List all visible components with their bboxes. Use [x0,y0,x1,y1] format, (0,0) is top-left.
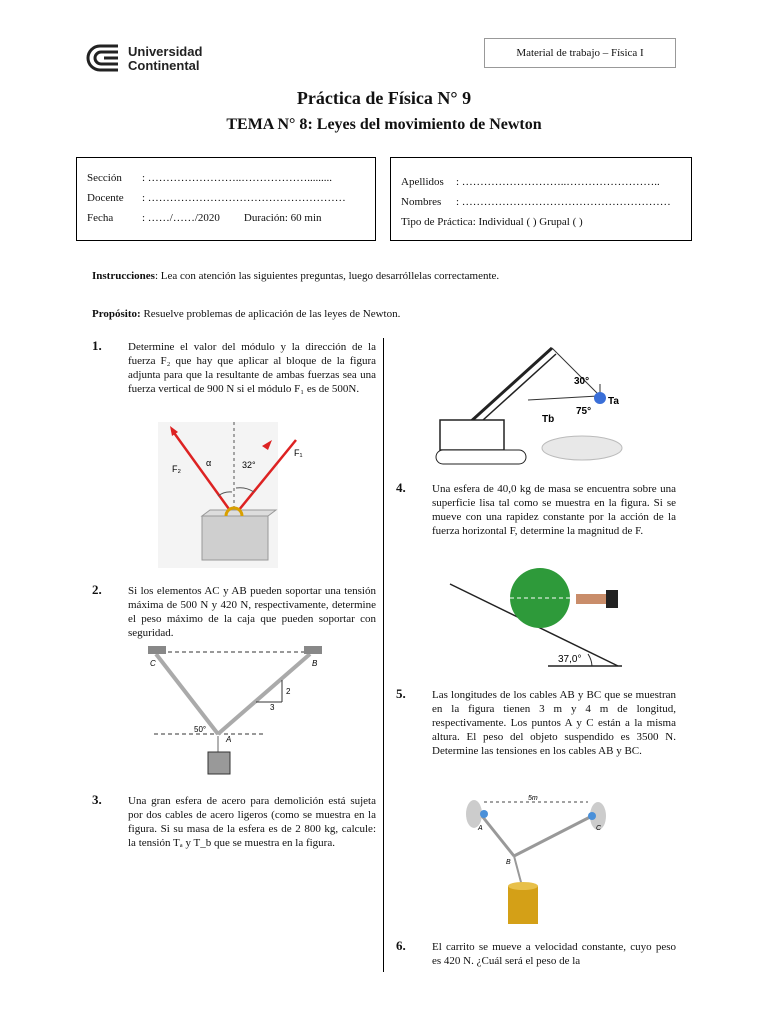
nombres-label: Nombres [401,196,442,208]
student-name-box [390,157,692,241]
fig1-angle: 32° [242,460,256,470]
apellidos-field[interactable]: : ………………………..…………………….. [456,176,660,188]
fecha-field[interactable]: : ……/……/2020 [142,212,220,224]
apellidos-label: Apellidos [401,176,444,188]
purpose-text: Resuelve problemas de aplicación de las leyes de Newton. [140,308,401,320]
fig2-angle: 50° [194,725,207,734]
logo-line1: Universidad [128,44,203,59]
nombres-field[interactable]: : ………………………………………………… [456,196,671,208]
question-6-text: El carrito se mueve a velocidad constante, cuyo peso es 420 N. ¿Cuál será el peso de la [432,941,676,967]
duracion: Duración: 60 min [243,212,322,224]
fig4-angle: 37,0° [558,654,582,665]
fig2-n2: 2 [286,687,291,696]
tipo-practica: Tipo de Práctica: Individual ( ) Grupal ( ) [401,216,583,228]
subtitle-prefix: TEMA N° 8 [226,116,308,133]
figure-3-crane [432,340,652,468]
question-1-number: 1. [92,338,102,353]
docente-label: Docente [87,192,124,204]
question-3-text: Una gran esfera de acero para demolición está sujeta por dos cables de acero ligeros (como se muestra en la figura. Si su masa de la esfera es de 2 800 kg, calcule: la tensión Tₐ y T_b que se muestra en la figura. [128,795,376,849]
fig3-tb: Tb [542,414,555,425]
figure-5-cables [462,790,612,926]
fig3-a30: 30° [574,376,590,387]
fig5-dist: 5m [528,795,538,802]
seccion-field[interactable]: : ……………………..………………......... [142,172,333,184]
fig2-a: A [226,735,232,744]
fig3-ta: Ta [608,396,619,407]
logo-line2: Continental [128,58,200,73]
material-tag: Material de trabajo – Física I [484,38,676,68]
instructions-label: Instrucciones [92,270,155,282]
fig2-n3: 3 [270,703,275,712]
fecha-label: Fecha [87,212,114,224]
fig2-b: B [312,659,318,668]
question-5-number: 5. [396,686,406,701]
fig5-b: B [506,859,511,866]
figure-2-cables [146,644,328,778]
column-divider [383,338,384,972]
page-title: Práctica de Física N° 9 [296,88,472,108]
docente-field[interactable]: : ……………………………………………… [142,192,346,204]
page-subtitle [0,116,768,134]
question-4-text: Una esfera de 40,0 kg de masa se encuentra sobre una superficie lisa tal como se muestra en la figura. Si se mueve con una rapidez constante por la acción de la fuerza horizontal F, determine la magnitud de F. [432,483,676,537]
student-info-box [76,157,376,241]
question-1-text: Determine el valor del módulo y la dirección de la fuerza F₂ que hay que aplicar al bloque de la figura adjunta para que la resultante de ambas fuerzas sea una fuerza vertical de 900 N si el módulo F₁ es de 500N. [128,341,376,395]
subtitle-text: : Leyes del movimiento de Newton [307,116,542,133]
fig1-f2: F₂ [172,464,181,474]
figure-1-block-forces [158,422,303,568]
fig5-c: C [596,825,602,832]
purpose-label: Propósito: [92,308,141,320]
fig5-a: A [478,825,483,832]
question-5-text: Las longitudes de los cables AB y BC que se muestran en la figura tienen 3 m y 4 m de longitud, respectivamente. Los puntos A y C están a la misma altura. El peso del objeto suspendido es 3500 N. Determine las tensiones en los cables AB y BC. [432,689,676,757]
question-2-text: Si los elementos AC y AB pueden soportar una tensión máxima de 500 N y 420 N, respectivamente, determine el peso máximo de la caja que pueden soportar con seguridad. [128,585,376,639]
purpose [92,308,400,320]
fig1-f1: F₁ [294,448,303,458]
question-4-number: 4. [396,480,406,495]
instructions-text: : Lea con atención las siguientes preguntas, luego desarróllelas correctamente. [154,270,500,282]
fig2-c: C [150,659,156,668]
logo-icon [88,42,122,74]
question-3-number: 3. [92,792,102,807]
seccion-label: Sección [87,172,122,184]
question-2-number: 2. [92,582,102,597]
fig3-a75: 75° [576,406,592,417]
question-6-number: 6. [396,938,406,953]
fig1-alpha: α [206,458,212,468]
figure-4-sphere-incline [450,564,626,670]
instructions [92,270,499,282]
university-logo [88,42,238,76]
